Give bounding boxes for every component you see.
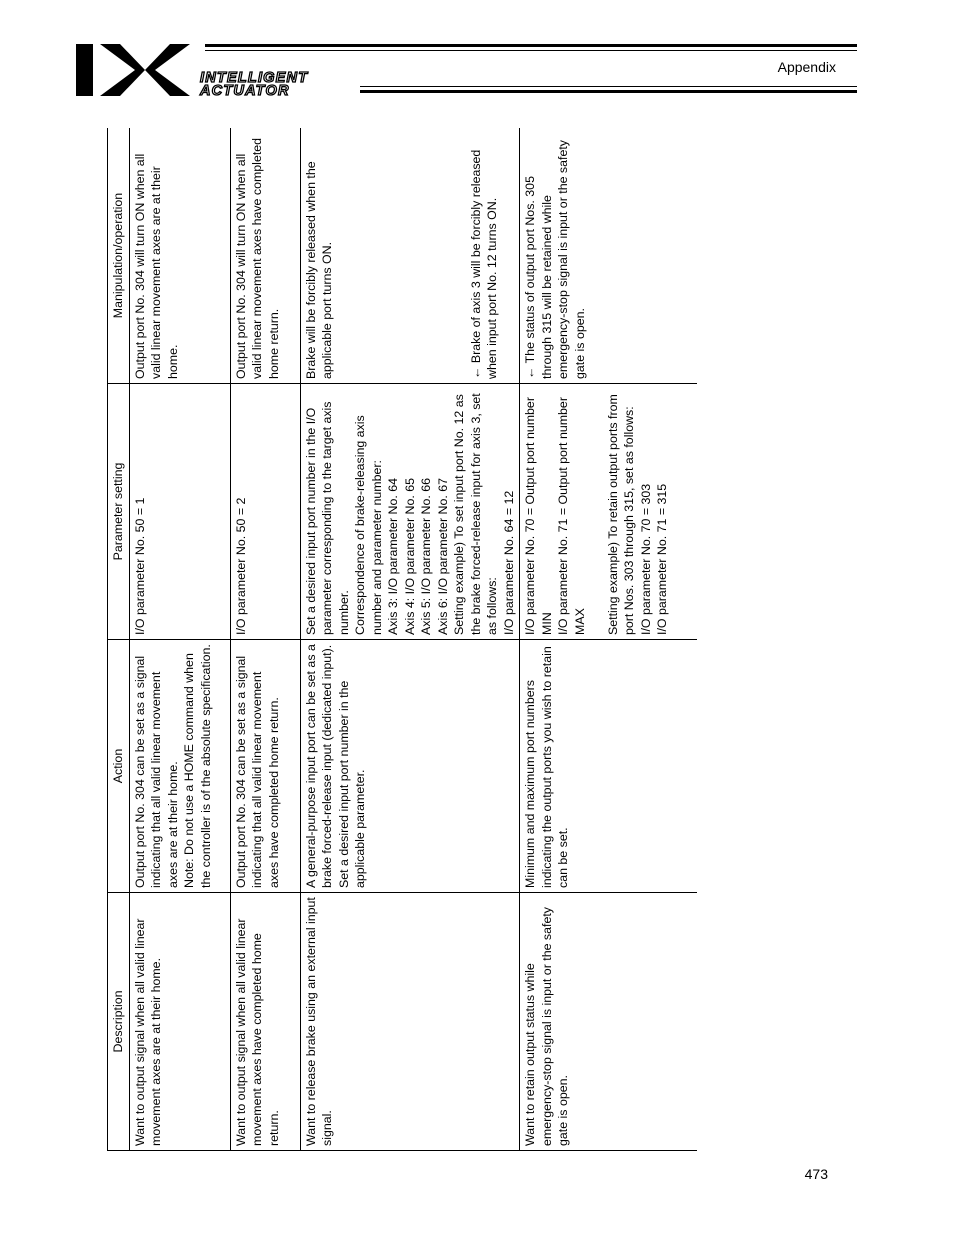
- header-rule-bottom-thick: [360, 90, 857, 93]
- parameter-cell: I/O parameter No. 70 = Output port number MIN I/O parameter No. 71 = Output port number MAX Setting example) To retain output ports from port Nos. 303 through 315, set as follows: I/O parameter No. 70 = 303 I/O parameter No. 71 = 315: [520, 384, 698, 640]
- rotated-table-frame: [107, 128, 697, 1151]
- header-rule-top-thick: [205, 44, 857, 47]
- manipulation-cell: Output port No. 304 will turn ON when all valid linear movement axes have completed home return.: [230, 128, 300, 384]
- manipulation-cell: Output port No. 304 will turn ON when all valid linear movement axes are at their home.: [129, 128, 230, 384]
- manipulation-cell: ← The status of output port Nos. 305 through 315 will be retained while emergency-stop signal is input or the safety gate is open.: [520, 128, 698, 384]
- column-header-action: Action: [108, 640, 130, 893]
- column-header-manipulation: Manipulation/operation: [108, 128, 130, 384]
- table-container: [107, 128, 697, 1151]
- table-row: [520, 128, 698, 1151]
- logo-text-intelligent: INTELLIGENT: [200, 70, 309, 86]
- action-cell: Output port No. 304 can be set as a signal indicating that all valid linear movement axes are at their home. Note: Do not use a HOME command when the controller is of the absolute specification.: [129, 640, 230, 893]
- settings-table: [107, 128, 697, 1151]
- description-cell: Want to output signal when all valid linear movement axes have completed home return.: [230, 893, 300, 1151]
- action-cell: A general-purpose input port can be set as a brake forced-release input (dedicated input). Set a desired input port number in the applicable parameter.: [300, 640, 520, 893]
- table-row: [129, 128, 230, 1151]
- table-row: [300, 128, 520, 1151]
- header-rule-bottom-thin: [360, 86, 857, 87]
- logo-text-actuator: ACTUATOR: [200, 83, 290, 99]
- page-number: 473: [804, 1166, 828, 1182]
- manipulation-cell: Brake will be forcibly released when the applicable port turns ON. ← Brake of axis 3 will be forcibly released when input port No. 12 turns ON.: [300, 128, 520, 384]
- column-header-description: Description: [108, 893, 130, 1151]
- parameter-cell: Set a desired input port number in the I/O parameter corresponding to the target axis number. Correspondence of brake-releasing axis number and parameter number: Axis 3: I/O parameter No. 64 Axis 4: I/O parameter No. 65 Axis 5: I/O parameter No. 66 Axis 6: I/O parameter No. 67 Setting example) To set input port No. 12 as the brake forced-release input for axis 3, set as follows: I/O parameter No. 64 = 12: [300, 384, 520, 640]
- action-cell: Output port No. 304 can be set as a signal indicating that all valid linear movement axes have completed home return.: [230, 640, 300, 893]
- description-cell: Want to output signal when all valid linear movement axes are at their home.: [129, 893, 230, 1151]
- parameter-cell: I/O parameter No. 50 = 1: [129, 384, 230, 640]
- parameter-cell: I/O parameter No. 50 = 2: [230, 384, 300, 640]
- header-rule-top-thin: [205, 50, 857, 51]
- intelligent-actuator-logo-icon: [76, 44, 190, 96]
- table-header-row: [108, 128, 130, 1151]
- table-row: [230, 128, 300, 1151]
- action-cell: Minimum and maximum port numbers indicating the output ports you wish to retain can be set.: [520, 640, 698, 893]
- description-cell: Want to release brake using an external input signal.: [300, 893, 520, 1151]
- description-cell: Want to retain output status while emergency-stop signal is input or the safety gate is open.: [520, 893, 698, 1151]
- section-label: Appendix: [777, 59, 836, 75]
- column-header-parameter-setting: Parameter setting: [108, 384, 130, 640]
